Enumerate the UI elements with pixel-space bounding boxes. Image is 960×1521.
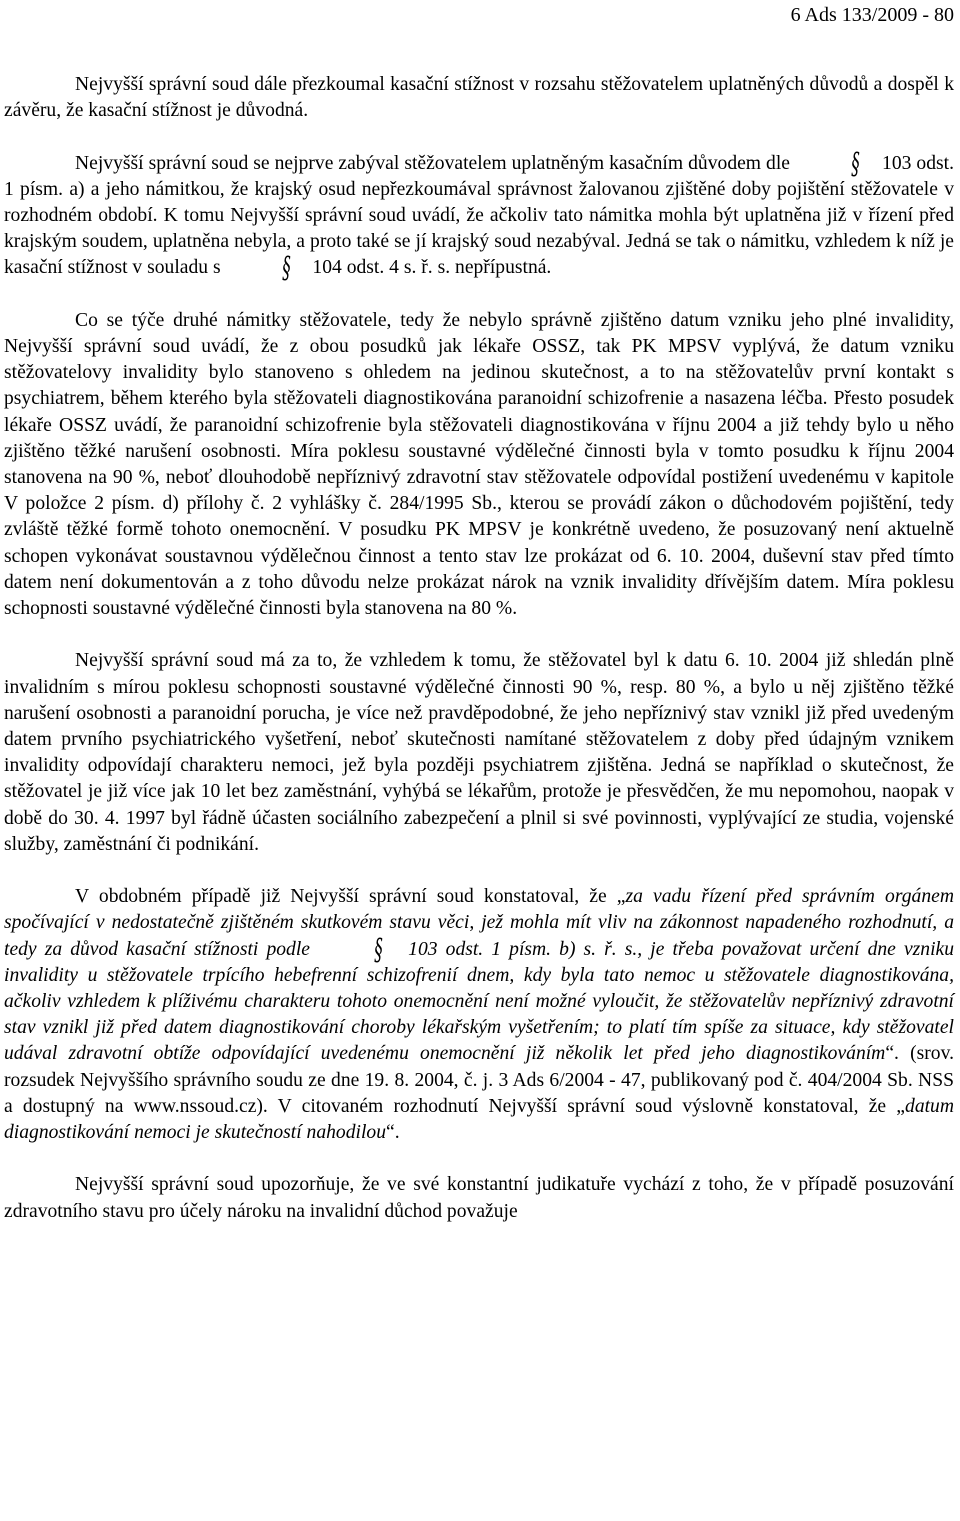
paragraph-1: Nejvyšší správní soud dále přezkoumal kasační stížnost v rozsahu stěžovatelem uplatněných důvodů a dospěl k závěru, že kasační stížnost je důvodná.: [4, 74, 954, 122]
paragraph-4: Nejvyšší správní soud má za to, že vzhledem k tomu, že stěžovatel byl k datu 6. 10. 2004 již shledán plně invalidním s mírou poklesu schopnosti soustavné výdělečné činnosti 90 %, resp. 80 %, a bylo u něj zjištěno těžké narušení osobnosti a paranoidní porucha, je více než pravděpodobné, že jeho nepříznivý stav vznikl již před uvedeným datem prvního psychiatrického vyšetření, neboť skutečnosti namítané stěžovatelem z doby před údajným vznikem invalidity odpovídají charakteru nemoci, jež byla později psychiatrem zjištěna. Jedná se například o skutečnost, že stěžovatel je již více jak 10 let bez zaměstnání, vyhýbá se lékařům, protože je přesvědčen, že mu nepomohou, naopak v době do 30. 4. 1997 byl řádně účasten sociálního zabezpečení a plnil si své povinnosti, vyplývající ze studia, vojenské služby, zaměstnání či podnikání.: [4, 650, 954, 855]
paragraph-5: V obdobném případě již Nejvyšší správní soud konstatoval, že „za vadu řízení před správním orgánem spočívající v nedostatečně zjištěném skutkovém stavu věci, jež mohla mít vliv na zákonnost napadeného rozhodnutí, a tedy za důvod kasační stížnosti podle § 103 odst. 1 písm. b) s. ř. s., je třeba považovat určení dne vzniku invalidity u stěžovatele trpícího hebefrenní schizofrenií dnem, kdy byla tato nemoc u stěžovatele diagnostikována, ačkoliv vzhledem k plíživému charakteru tohoto onemocnění není možné vyloučit, že stěžovatelův nepříznivý zdravotní stav vznikl již před datem diagnostikování choroby lékařským vyšetřením; to platí tím spíše za situace, kdy stěžovatel udával zdravotní obtíže odpovídající uvedenému onemocnění již několik let před jeho diagnostikováním“. (srov. rozsudek Nejvyššího správního soudu ze dne 19. 8. 2004, č. j. 3 Ads 6/2004 - 47, publikovaný pod č. 404/2004 Sb. NSS a dostupný na www.nssoud.cz). V citovaném rozhodnutí Nejvyšší správní soud výslovně konstatoval, že „datum diagnostikování nemoci je skutečností nahodilou“.: [4, 886, 955, 1144]
paragraph-6: Nejvyšší správní soud upozorňuje, že ve své konstantní judikatuře vychází z toho, že v případě posuzování zdravotního stavu pro účely nároku na invalidní důchod považuje: [4, 1174, 954, 1222]
case-number-header: 6 Ads 133/2009 - 80: [790, 4, 954, 26]
paragraph-3: Co se týče druhé námitky stěžovatele, tedy že nebylo správně zjištěno datum vzniku jeho plné invalidity, Nejvyšší správní soud uvádí, že z obou posudků jak lékaře OSSZ, tak PK MPSV vyplývá, že datum vzniku stěžovatelovy invalidity bylo stanoveno s ohledem na jedinou skutečnost, a to na stěžovatelův první kontakt s psychiatrem, během kterého byla stěžovateli diagnostikována paranoidní schizofrenie a nasazena léčba. Přesto posudek lékaře OSSZ uvádí, že paranoidní schizofrenie byla stěžovateli diagnostikována v říjnu 2004 a již tehdy bylo u něho zjištěno těžké narušení osobnosti. Míra poklesu soustavné výdělečné činnosti byla v tomto posudku k říjnu 2004 stanovena na 90 %, neboť dlouhodobě nepříznivý zdravotní stav stěžovatele odpovídal postižení uvedenému v kapitole V položce 2 písm. d) přílohy č. 2 vyhlášky č. 284/1995 Sb., kterou se provádí zákon o důchodovém pojištění, tedy zvláště těžké formě tohoto onemocnění. V posudku PK MPSV je konkrétně uvedeno, že posuzovaný není aktuelně schopen vykonávat soustavnou výdělečnou činnost a tento stav lze prokázat od 6. 10. 2004, duševní stav před tímto datem není dokumentován a z toho důvodu nelze prokázat nárok na vznik invalidity dřívějším datem. Míra poklesu schopnosti soustavné výdělečné činnosti byla stanovena na 80 %.: [4, 309, 954, 620]
paragraph-5-end: “.: [386, 1122, 400, 1144]
document-body: [4, 72, 954, 1251]
paragraph-2-part-a: Nejvyšší správní soud se nejprve zabýval stěžovatelem uplatněným kasačním důvodem dle: [75, 152, 790, 174]
quote-part-c: datum diagnostikování nemoci je skutečností nahodilou: [4, 1095, 954, 1144]
quote-part-b: 103 odst. 1 písm. b) s. ř. s., je třeba považovat určení dne vzniku invalidity u stěžovatele trpícího hebefrenní schizofrenií dnem, kdy byla tato nemoc u stěžovatele diagnostikována, ačkoliv vzhledem k plíživému charakteru tohoto onemocnění není možné vyloučit, že stěžovatelův nepříznivý zdravotní stav vznikl již před datem diagnostikování choroby lékařským vyšetřením; to platí tím spíše za situace, kdy stěžovatel udával zdravotní obtíže odpovídající uvedenému onemocnění již několik let před jeho diagnostikováním: [4, 938, 955, 1065]
paragraph-2: Nejvyšší správní soud se nejprve zabýval stěžovatelem uplatněným kasačním důvodem dle § 103 odst. 1 písm. a) a jeho námitkou, že krajský osud nepřezkoumával správnost žalovanou zjištěné doby pojištění stěžovatele v rozhodném období. K tomu Nejvyšší správní soud uvádí, že ačkoliv tato námitka mohla být uplatněna již v řízení před krajským soudem, uplatněna nebyla, a proto také se jí krajský soud nezabýval. Jedná se tak o námitku, vzhledem k níž je kasační stížnost v souladu s § 104 odst. 4 s. ř. s. nepřípustná.: [4, 146, 954, 287]
paragraph-5-lead: V obdobném případě již Nejvyšší správní soud konstatoval, že „: [75, 886, 626, 908]
paragraph-5-tail: “. (srov. rozsudek Nejvyššího správního soudu ze dne 19. 8. 2004, č. j. 3 Ads 6/2004 - 47, publikovaný pod č. 404/2004 Sb. NSS a dostupný na www.nssoud.cz). V citovaném rozhodnutí Nejvyšší správní soud výslovně konstatoval, že „: [4, 1043, 954, 1117]
paragraph-2-part-c: 104 odst. 4 s. ř. s. nepřípustná.: [312, 257, 552, 279]
paragraph-2-part-b: 103 odst. 1 písm. a) a jeho námitkou, že krajský osud nepřezkoumával správnost žalovanou zjištěné doby pojištění stěžovatele v rozhodném období. K tomu Nejvyšší správní soud uvádí, že ačkoliv tato námitka mohla být uplatněna již v řízení před krajským soudem, uplatněna nebyla, a proto také se jí krajský soud nezabýval. Jedná se tak o námitku, vzhledem k níž je kasační stížnost v souladu s: [4, 152, 954, 279]
quote-part-a: za vadu řízení před správním orgánem spočívající v nedostatečně zjištěném skutkovém stavu věci, jež mohla mít vliv na zákonnost napadeného rozhodnutí, a tedy za důvod kasační stížnosti podle: [4, 886, 954, 960]
